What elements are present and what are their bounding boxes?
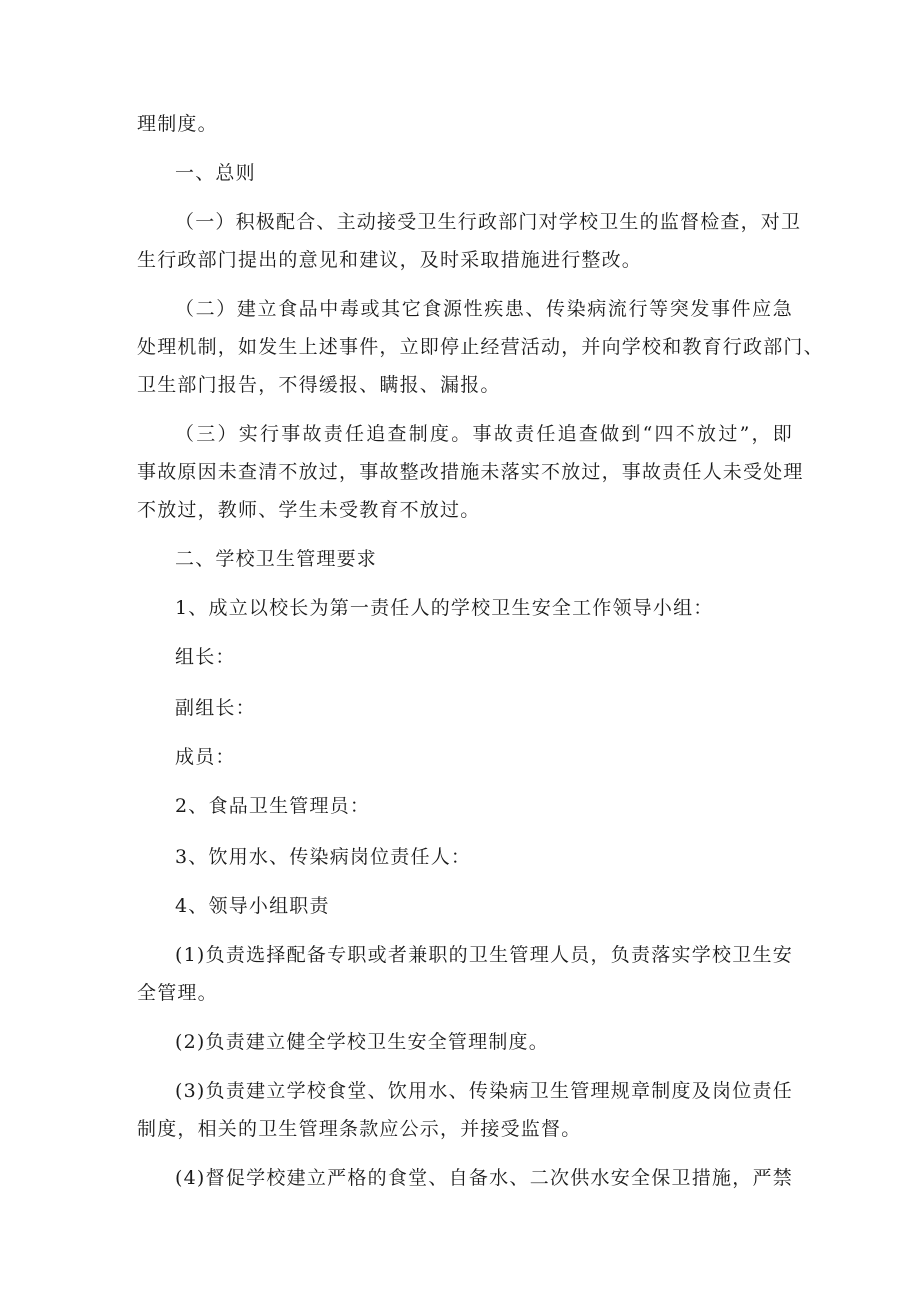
text-line: （三）实行事故责任追查制度。事故责任追查做到“四不放过”，即 <box>175 423 793 445</box>
text-line: (2)负责建立健全学校卫生安全管理制度。 <box>175 1031 549 1053</box>
text-line: 1、成立以校长为第一责任人的学校卫生安全工作领导小组： <box>175 597 714 619</box>
text-line: 4、领导小组职责 <box>175 895 330 917</box>
text-line: 2、食品卫生管理员： <box>175 795 371 817</box>
text-line: （一）积极配合、主动接受卫生行政部门对学校卫生的监督检查，对卫 <box>175 211 802 233</box>
text-line: 成员： <box>175 746 236 768</box>
text-line: 组长： <box>175 646 236 668</box>
text-line: 理制度。 <box>137 113 218 135</box>
text-line: 不放过，教师、学生未受教育不放过。 <box>137 499 481 521</box>
text-line: (4)督促学校建立严格的食堂、自备水、二次供水安全保卫措施，严禁 <box>175 1167 793 1189</box>
text-line: 全管理。 <box>137 982 218 1004</box>
text-line: (3)负责建立学校食堂、饮用水、传染病卫生管理规章制度及岗位责任 <box>175 1080 793 1102</box>
text-line: 3、饮用水、传染病岗位责任人： <box>175 846 472 868</box>
text-line: 处理机制，如发生上述事件，立即停止经营活动，并向学校和教育行政部门、 <box>137 336 824 358</box>
text-line: 副组长： <box>175 697 256 719</box>
text-line: (1)负责选择配备专职或者兼职的卫生管理人员，负责落实学校卫生安 <box>175 944 793 966</box>
text-line: （二）建立食品中毒或其它食源性疾患、传染病流行等突发事件应急 <box>175 298 793 320</box>
section-heading: 二、学校卫生管理要求 <box>175 548 378 570</box>
text-line: 事故原因未查清不放过，事故整改措施未落实不放过，事故责任人未受处理 <box>137 461 804 483</box>
text-line: 生行政部门提出的意见和建议，及时采取措施进行整改。 <box>137 249 643 271</box>
text-line: 制度，相关的卫生管理条款应公示，并接受监督。 <box>137 1118 582 1140</box>
text-line: 卫生部门报告，不得缓报、瞒报、漏报。 <box>137 374 501 396</box>
section-heading: 一、总则 <box>175 162 256 184</box>
